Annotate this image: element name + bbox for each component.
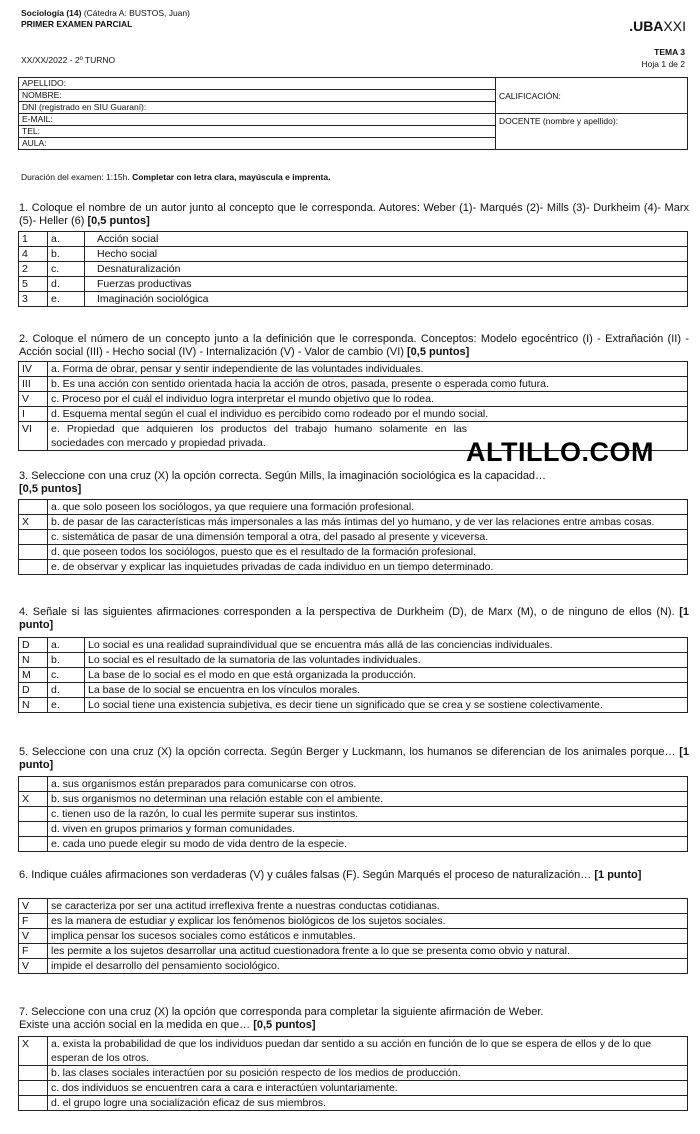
option-letter: a. — [48, 232, 85, 247]
exam-date: XX/XX/2022 - 2º TURNO — [21, 55, 116, 65]
answer-cell[interactable]: F — [19, 914, 48, 929]
table-row — [19, 1066, 688, 1081]
question-points: [1 punto] — [19, 606, 689, 631]
q3-table — [18, 499, 688, 575]
option-text: c. sistemática de pasar de una dimensión temporal a otra, del pasado al presente y viceversa. — [48, 530, 688, 545]
table-row — [19, 515, 688, 530]
answer-cell[interactable] — [19, 1066, 48, 1081]
table-row — [19, 1081, 688, 1096]
answer-cell[interactable]: III — [19, 377, 48, 392]
question-4 — [19, 606, 689, 631]
option-text: La base de lo social se encuentra en los vínculos morales. — [85, 683, 688, 698]
table-row — [19, 500, 688, 515]
option-text: d. Esquema mental según el cual el individuo es percibido como rodeado por el mundo social. — [48, 407, 688, 422]
table-row — [19, 698, 688, 713]
answer-cell[interactable] — [19, 530, 48, 545]
question-2 — [19, 333, 689, 358]
answer-cell[interactable]: D — [19, 683, 48, 698]
option-text: impide el desarrollo del pensamiento sociológico. — [48, 959, 688, 974]
option-text: Lo social es una realidad supraindividual que se encuentra más allá de las conciencias individuales. — [85, 638, 688, 653]
table-row — [19, 914, 688, 929]
question-text: 3. Seleccione con una cruz (X) la opción correcta. Según Mills, la imaginación sociológica es la capacidad… — [19, 470, 547, 482]
question-points: [1 punto] — [19, 746, 690, 771]
option-text: se caracteriza por ser una actitud irreflexiva frente a nuestras conductas cotidianas. — [48, 899, 688, 914]
answer-cell[interactable] — [19, 1081, 48, 1096]
option-text: b. de pasar de las características más impersonales a las más íntimas del yo humano, y de ver las relaciones entre ambas cosas. — [48, 515, 688, 530]
option-letter: a. — [48, 638, 85, 653]
option-text: d. que poseen todos los sociólogos, puesto que es el resultado de la formación profesional. — [48, 545, 688, 560]
question-6 — [19, 869, 689, 882]
option-text: Lo social es el resultado de la sumatoria de las voluntades individuales. — [85, 653, 688, 668]
answer-cell[interactable]: V — [19, 929, 48, 944]
field-label: NOMBRE: — [22, 90, 62, 100]
table-row — [19, 653, 688, 668]
answer-cell[interactable]: 1 — [19, 232, 48, 247]
instructions — [21, 172, 330, 182]
question-text: 4. Señale si las siguientes afirmaciones corresponden a la perspectiva de Durkheim (D), de Marx (M), o de ninguno de ellos (N). — [19, 606, 675, 618]
answer-cell[interactable]: VI — [19, 422, 48, 451]
uba-logo-bold: .UBA — [629, 18, 664, 34]
question-text: 5. Seleccione con una cruz (X) la opción correcta. Según Berger y Luckmann, los humanos se diferencian de los animales porque… — [19, 746, 676, 758]
answer-cell[interactable]: N — [19, 698, 48, 713]
field-label: APELLIDO: — [22, 78, 66, 88]
student-info-form — [18, 77, 688, 150]
field-label: TEL: — [22, 126, 40, 136]
answer-cell[interactable]: 5 — [19, 277, 48, 292]
teacher-box[interactable] — [496, 114, 688, 150]
answer-cell[interactable]: V — [19, 899, 48, 914]
field-nombre[interactable] — [19, 90, 496, 102]
table-row — [19, 545, 688, 560]
answer-cell[interactable]: 4 — [19, 247, 48, 262]
q5-table — [18, 776, 688, 852]
option-text: b. Es una acción con sentido orientada hacia la acción de otros, pasada, presente o esperada como futura. — [48, 377, 688, 392]
option-letter: b. — [48, 247, 85, 262]
uba-logo-light: XXI — [663, 18, 686, 34]
table-row — [19, 929, 688, 944]
table-row — [19, 807, 688, 822]
answer-cell[interactable]: 2 — [19, 262, 48, 277]
table-row — [19, 407, 688, 422]
question-5 — [19, 746, 689, 771]
field-label: E-MAIL: — [22, 114, 53, 124]
field-label: DNI (registrado en SIU Guaraní): — [22, 102, 147, 112]
question-text: 1. Coloque el nombre de un autor junto al concepto que le corresponda. Autores: Weber (1)- Marqués (2)- Mills (3)- Durkheim (4)- Marx (5)- Heller (6) — [19, 202, 689, 227]
option-letter: d. — [48, 683, 85, 698]
table-row — [19, 944, 688, 959]
answer-cell[interactable]: X — [19, 1037, 48, 1066]
answer-cell[interactable] — [19, 837, 48, 852]
question-text: 7. Seleccione con una cruz (X) la opción que corresponda para completar la siguiente afirmación de Weber. — [19, 1006, 544, 1018]
answer-cell[interactable]: V — [19, 959, 48, 974]
question-text: 6. Indique cuáles afirmaciones son verdaderas (V) y cuáles falsas (F). Según Marqués el proceso de naturalización… — [19, 869, 592, 881]
answer-cell[interactable] — [19, 545, 48, 560]
answer-cell[interactable]: N — [19, 653, 48, 668]
answer-cell[interactable] — [19, 500, 48, 515]
option-text: Acción social — [85, 232, 688, 247]
option-text: Fuerzas productivas — [85, 277, 688, 292]
question-points: [1 punto] — [594, 869, 642, 881]
teacher-label: DOCENTE (nombre y apellido): — [499, 116, 619, 126]
answer-cell[interactable] — [19, 1096, 48, 1111]
option-text: implica pensar los sucesos sociales como estáticos e inmutables. — [48, 929, 688, 944]
course-chair: (Cátedra A: BUSTOS, Juan) — [81, 8, 190, 18]
table-row — [19, 683, 688, 698]
uba-logo — [629, 18, 686, 34]
field-aula[interactable] — [19, 138, 496, 150]
answer-cell[interactable]: IV — [19, 362, 48, 377]
watermark-altillo: ALTILLO.COM — [466, 437, 654, 467]
option-letter: c. — [48, 668, 85, 683]
table-row — [19, 232, 688, 247]
q4-table — [18, 637, 688, 713]
table-row — [19, 262, 688, 277]
option-letter: e. — [48, 698, 85, 713]
course-title — [21, 8, 190, 18]
grade-label: CALIFICACIÓN: — [499, 90, 561, 101]
option-text: Desnaturalización — [85, 262, 688, 277]
table-row — [19, 247, 688, 262]
instructions-bold: Completar con letra clara, mayúscula e imprenta. — [132, 172, 331, 182]
option-text: La base de lo social es el modo en que está organizada la producción. — [85, 668, 688, 683]
option-text: les permite a los sujetos desarrollar una actitud cuestionadora frente a lo que se presenta como obvio y natural. — [48, 944, 688, 959]
question-points: [0,5 puntos] — [87, 214, 150, 227]
answer-cell[interactable] — [19, 807, 48, 822]
table-row — [19, 837, 688, 852]
answer-cell[interactable]: D — [19, 638, 48, 653]
field-apellido[interactable] — [19, 78, 496, 90]
question-points: [0,5 puntos] — [19, 482, 82, 495]
option-text: d. el grupo logre una socialización eficaz de sus miembros. — [48, 1096, 688, 1111]
table-row — [19, 899, 688, 914]
question-text-2: Existe una acción social en la medida en que… — [19, 1018, 251, 1031]
option-text: a. sus organismos están preparados para comunicarse con otros. — [48, 777, 688, 792]
table-row — [19, 377, 688, 392]
option-text: e. cada uno puede elegir su modo de vida dentro de la especie. — [48, 837, 688, 852]
option-letter: d. — [48, 277, 85, 292]
table-row — [19, 1037, 688, 1066]
table-row — [19, 362, 688, 377]
tema-label: TEMA 3 — [654, 47, 685, 57]
answer-cell[interactable]: F — [19, 944, 48, 959]
q7-table — [18, 1036, 688, 1111]
answer-cell[interactable]: X — [19, 515, 48, 530]
q6-table — [18, 898, 688, 974]
answer-cell[interactable]: X — [19, 792, 48, 807]
answer-cell[interactable]: V — [19, 392, 48, 407]
field-label: AULA: — [22, 138, 47, 148]
option-text: c. dos individuos se encuentren cara a cara e interactúen voluntariamente. — [48, 1081, 688, 1096]
field-dni[interactable] — [19, 102, 496, 114]
option-text: a. que solo poseen los sociólogos, ya que requiere una formación profesional. — [48, 500, 688, 515]
table-row — [19, 792, 688, 807]
duration: Duración del examen: 1:15h. — [21, 172, 130, 182]
answer-cell[interactable] — [19, 822, 48, 837]
option-text: c. Proceso por el cuál el individuo logra interpretar el mundo objetivo que lo rodea. — [48, 392, 688, 407]
option-text: Lo social tiene una existencia subjetiva, es decir tiene un significado que se crea y se sostiene colectivamente. — [85, 698, 688, 713]
option-text: e. Propiedad que adquieren los productos del trabajo humano solamente en las sociedades con mercado y propiedad privada. — [48, 422, 688, 451]
option-text: a. Forma de obrar, pensar y sentir independiente de las voluntades individuales. — [48, 362, 688, 377]
table-row — [19, 638, 688, 653]
option-text: c. tienen uso de la razón, lo cual les permite superar sus instintos. — [48, 807, 688, 822]
answer-cell[interactable] — [19, 777, 48, 792]
option-text: b. las clases sociales interactúen por su posición respecto de los medios de producción. — [48, 1066, 688, 1081]
grade-box[interactable] — [496, 78, 688, 114]
table-row — [19, 560, 688, 575]
table-row — [19, 277, 688, 292]
exam-type: PRIMER EXAMEN PARCIAL — [21, 19, 133, 29]
option-text: Imaginación sociológica — [85, 292, 688, 307]
answer-cell[interactable]: 3 — [19, 292, 48, 307]
table-row — [19, 292, 688, 307]
option-text: d. viven en grupos primarios y forman comunidades. — [48, 822, 688, 837]
table-row — [19, 822, 688, 837]
option-letter: c. — [48, 262, 85, 277]
option-text: b. sus organismos no determinan una relación estable con el ambiente. — [48, 792, 688, 807]
question-points: [0,5 puntos] — [253, 1018, 316, 1031]
answer-cell[interactable] — [19, 560, 48, 575]
table-row — [19, 777, 688, 792]
option-text: es la manera de estudiar y explicar los fenómenos biológicos de los sujetos sociales. — [48, 914, 688, 929]
answer-cell[interactable]: M — [19, 668, 48, 683]
page-count: Hoja 1 de 2 — [641, 59, 685, 69]
q1-table — [18, 231, 688, 307]
question-text: 2. Coloque el número de un concepto junto a la definición que le corresponda. Conceptos: Modelo egocéntrico (I) - Extrañación (II) - Acción social (III) - Hecho social (IV) - Internalización (V) - Valor de cambio (VI) — [19, 333, 689, 358]
question-1 — [19, 202, 689, 227]
option-text: Hecho social — [85, 247, 688, 262]
question-7 — [19, 1006, 689, 1031]
question-3 — [19, 470, 689, 495]
question-points: [0,5 puntos] — [406, 345, 470, 358]
table-row — [19, 1096, 688, 1111]
table-row — [19, 392, 688, 407]
option-text: a. exista la probabilidad de que los individuos puedan dar sentido a su acción en función de lo que se espera de ellos y de lo que esperan de los otros. — [48, 1037, 688, 1066]
option-letter: e. — [48, 292, 85, 307]
option-text: e. de observar y explicar las inquietudes privadas de cada individuo en un tiempo determinado. — [48, 560, 688, 575]
field-email[interactable] — [19, 114, 496, 126]
option-letter: b. — [48, 653, 85, 668]
course-name: Sociología (14) — [21, 8, 82, 18]
field-tel[interactable] — [19, 126, 496, 138]
table-row — [19, 530, 688, 545]
table-row — [19, 668, 688, 683]
answer-cell[interactable]: I — [19, 407, 48, 422]
table-row — [19, 959, 688, 974]
